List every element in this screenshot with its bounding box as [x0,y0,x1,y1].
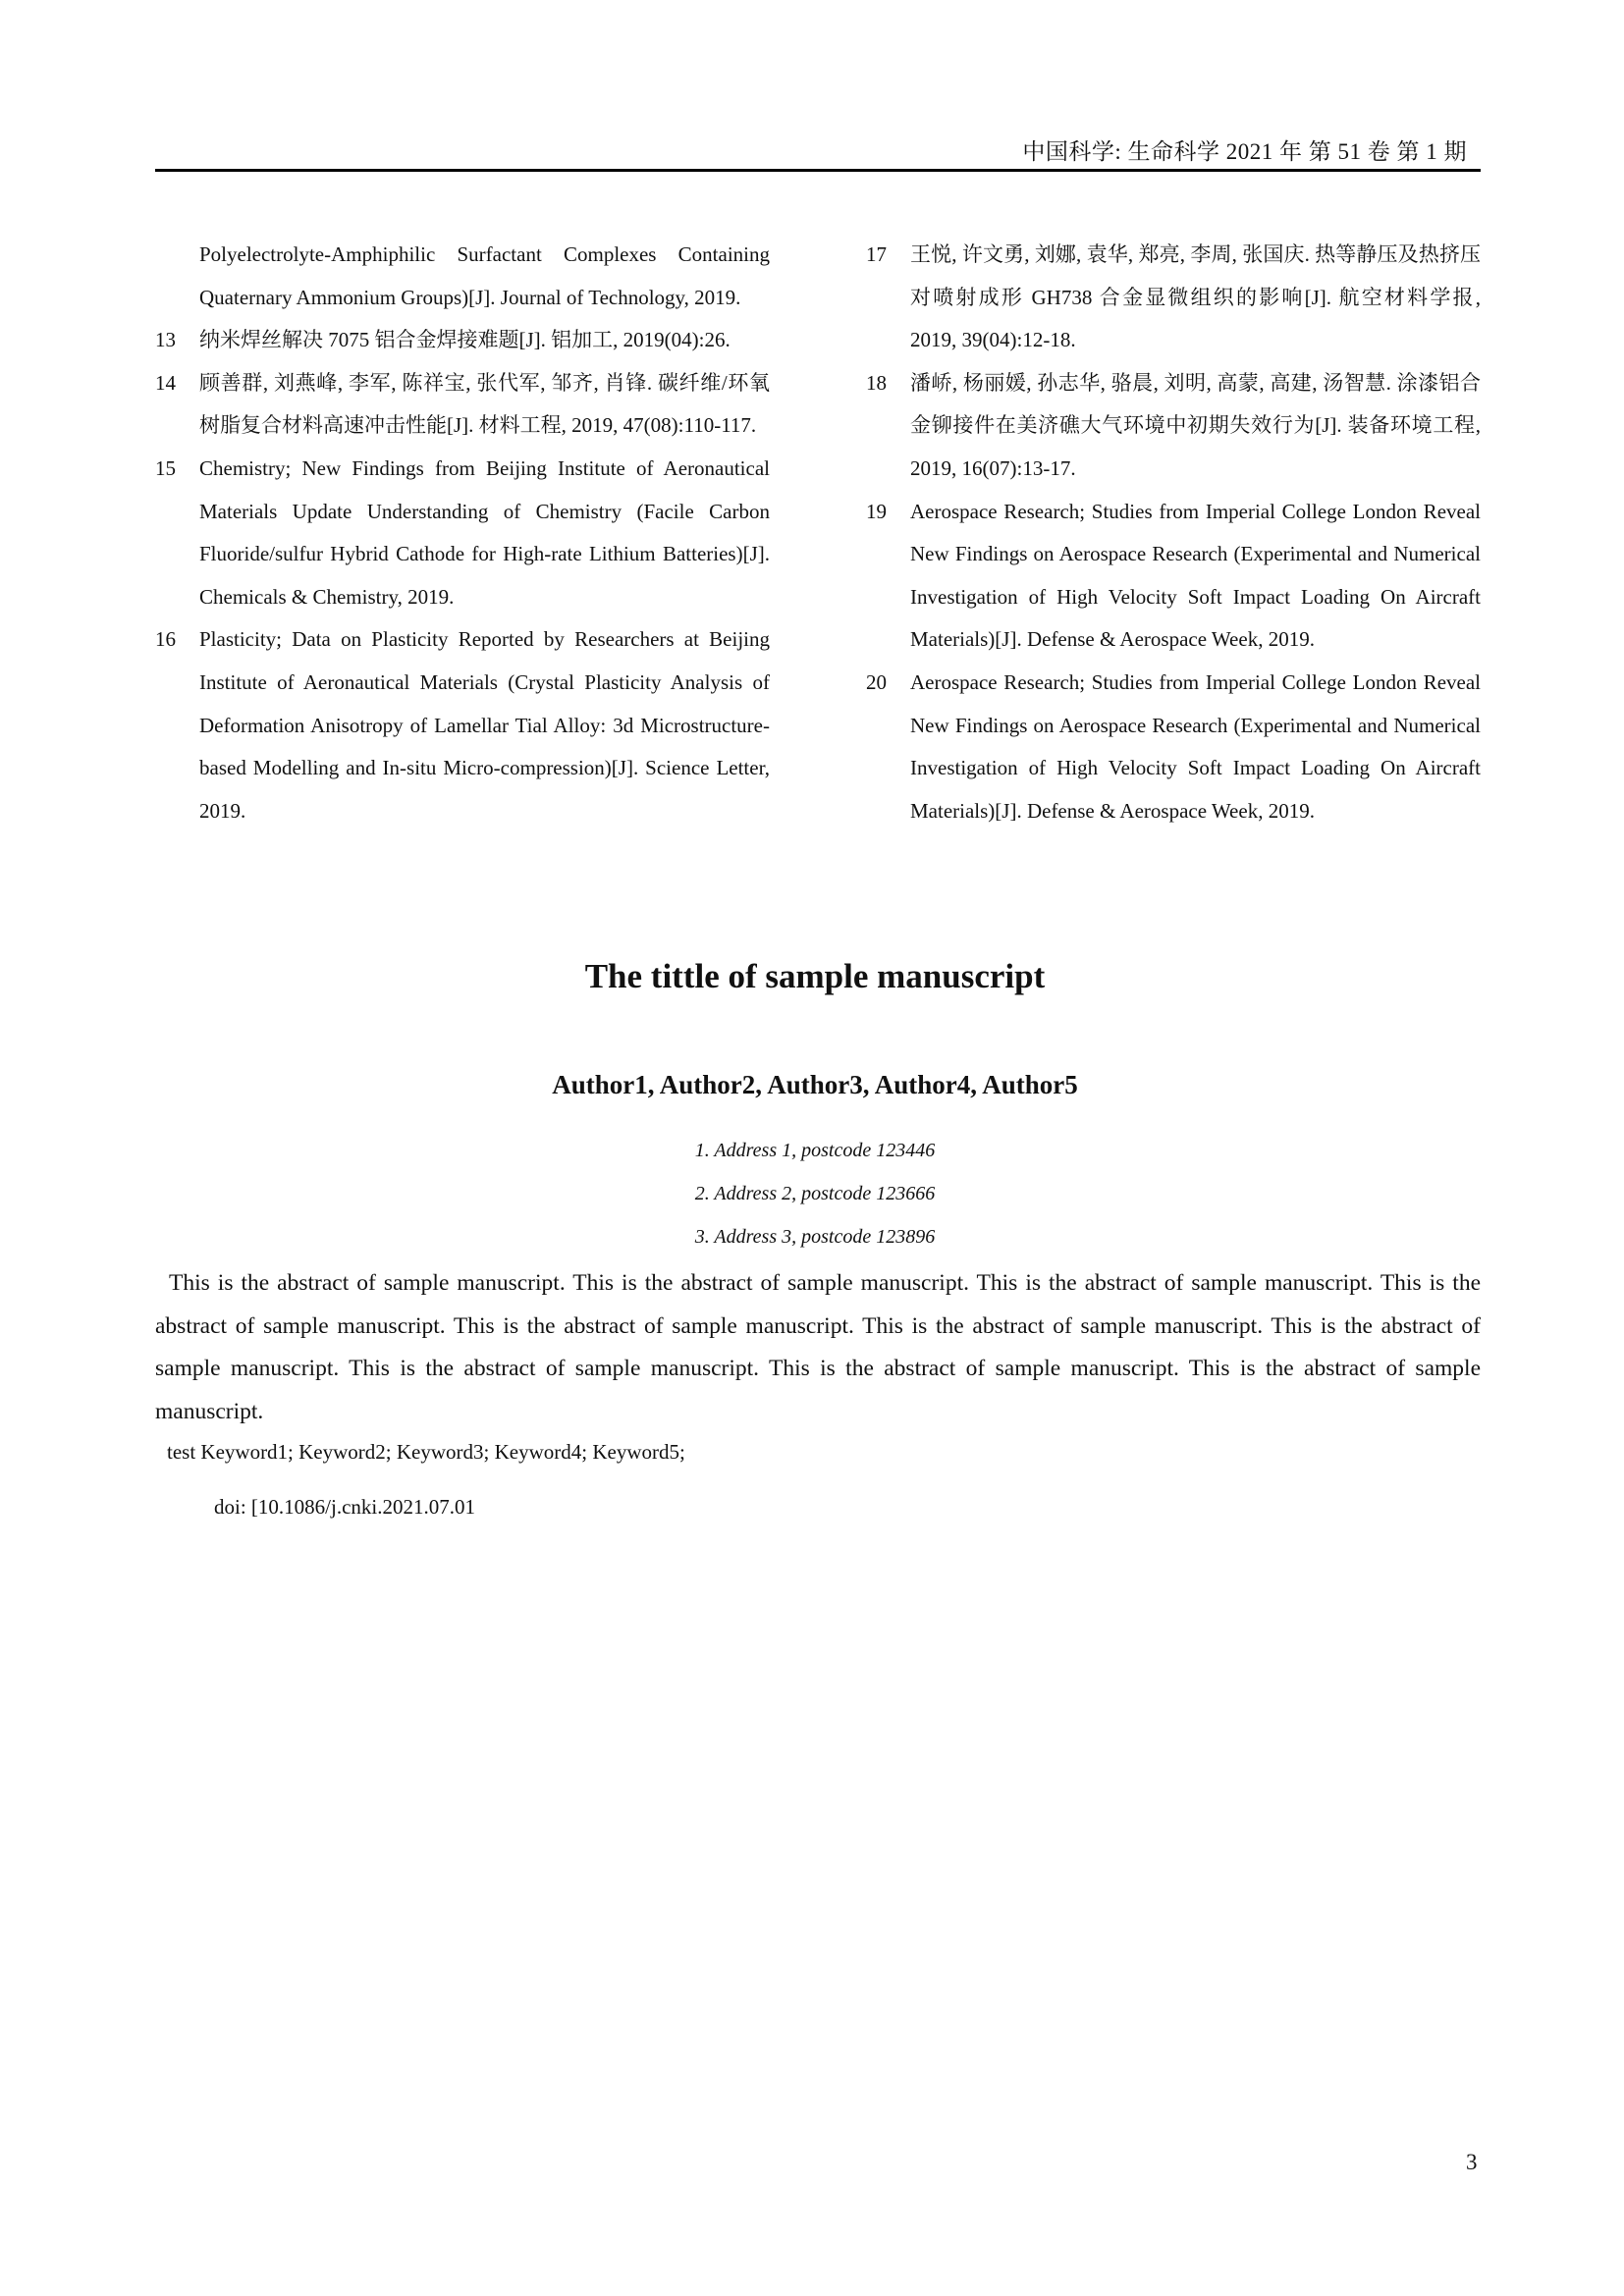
abstract: This is the abstract of sample manuscript. This is the abstract of sample manuscript. This is the abstract of sample manuscript. This is the abstract of sample manuscript. This is the abstract of sample manuscript. This is the abstract of sample manuscript. This is the abstract of sample manuscript. This is the abstract of sample manuscript. This is the abstract of sample manuscript. This is the abstract of sample manuscript. [155,1270,1481,1424]
reference-number: 16 [155,627,176,652]
reference-text: Chemistry; New Findings from Beijing Institute of Aeronautical Materials Update Understanding of Chemistry (Facile Carbon Fluoride/sulfur Hybrid Cathode for High-rate Lithium Batteries)[J]. Chemicals & Chemistry, 2019. [199,455,770,609]
address-2: 2. Address 2, postcode 123666 [694,1183,936,1204]
reference-item [866,662,1481,832]
references-left-column [155,234,770,832]
reference-number: 17 [866,242,887,266]
address-3: 3. Address 3, postcode 123896 [694,1226,936,1248]
doi: doi: [10.1086/j.cnki.2021.07.01 [214,1495,475,1519]
reference-number: 15 [155,455,176,480]
reference-item [155,234,770,319]
reference-number: 20 [866,669,887,694]
reference-item [155,362,770,448]
reference-item [155,618,770,832]
reference-item [155,448,770,618]
journal-header: 中国科学: 生命科学 2021 年 第 51 卷 第 1 期 [1022,139,1467,164]
reference-number: 14 [155,370,176,395]
article-authors: Author1, Author2, Author3, Author4, Author5 [552,1070,1078,1099]
reference-number: 19 [866,499,887,523]
reference-item [866,491,1481,662]
running-header [155,130,1481,172]
reference-number: 18 [866,370,887,395]
reference-text: Aerospace Research; Studies from Imperial College London Reveal New Findings on Aerospace Research (Experimental and Numerical Investigation of High Velocity Soft Impact Loading On Aircraft Materials)[J]. Defense & Aerospace Week, 2019. [910,499,1481,652]
reference-text: Polyelectrolyte-Amphiphilic Surfactant Complexes Containing Quaternary Ammonium Groups)[J]. Journal of Technology, 2019. [199,242,770,309]
keywords: test Keyword1; Keyword2; Keyword3; Keyword4; Keyword5; [167,1440,685,1464]
reference-number: 13 [155,328,176,352]
reference-text: 王悦, 许文勇, 刘娜, 袁华, 郑亮, 李周, 张国庆. 热等静压及热挤压对喷射成形 GH738 合金显微组织的影响[J]. 航空材料学报, 2019, 39(04):12-18. [910,242,1481,352]
reference-text: Aerospace Research; Studies from Imperial College London Reveal New Findings on Aerospace Research (Experimental and Numerical Investigation of High Velocity Soft Impact Loading On Aircraft Materials)[J]. Defense & Aerospace Week, 2019. [910,669,1481,823]
article-title: The tittle of sample manuscript [584,957,1046,995]
reference-item [866,362,1481,491]
address-1: 1. Address 1, postcode 123446 [694,1140,936,1161]
reference-text: 纳米焊丝解决 7075 铝合金焊接难题[J]. 铝加工, 2019(04):26. [199,328,731,352]
reference-text: 潘峤, 杨丽媛, 孙志华, 骆晨, 刘明, 高蒙, 高建, 汤智慧. 涂漆铝合金铆接件在美济礁大气环境中初期失效行为[J]. 装备环境工程, 2019, 16(07):13-17. [910,370,1481,480]
references-right-column [866,234,1481,832]
reference-text: Plasticity; Data on Plasticity Reported by Researchers at Beijing Institute of Aeronautical Materials (Crystal Plasticity Analysis of Deformation Anisotropy of Lamellar Tial Alloy: 3d Microstructure-based Modelling and In-situ Micro-compression)[J]. Science Letter, 2019. [199,627,770,823]
reference-text: 顾善群, 刘燕峰, 李军, 陈祥宝, 张代军, 邹齐, 肖锋. 碳纤维/环氧树脂复合材料高速冲击性能[J]. 材料工程, 2019, 47(08):110-117. [199,370,770,438]
reference-number [155,234,199,319]
reference-item [866,234,1481,362]
reference-item [155,319,770,362]
page-number: 3 [1466,2150,1478,2174]
